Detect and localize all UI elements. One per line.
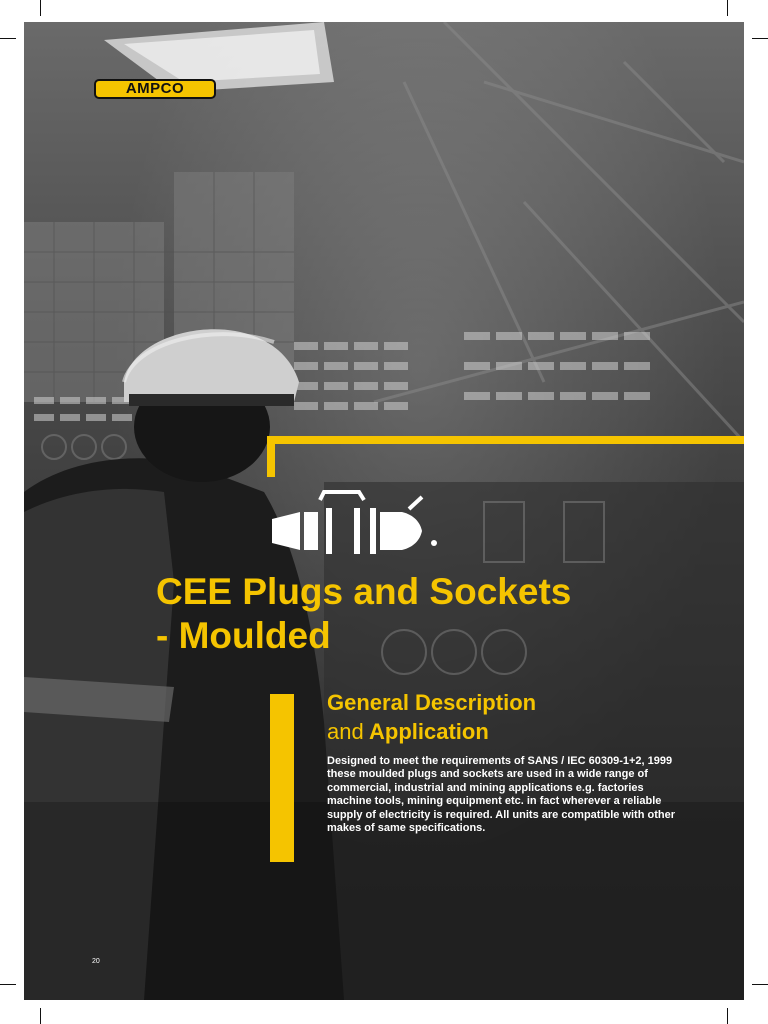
crop-mark-top-left-v <box>40 0 41 16</box>
crop-mark-bottom-left-h <box>0 984 16 985</box>
ampco-logo: AMPCO <box>94 79 216 99</box>
brochure-page <box>24 22 744 1000</box>
crop-mark-top-left-h <box>0 38 16 39</box>
heading-general-description: General Description <box>327 690 537 715</box>
heading-application: Application <box>369 719 489 744</box>
crop-mark-bottom-left-v <box>40 1008 41 1024</box>
plug-and-socket-icon <box>24 22 744 1000</box>
description-paragraph: Designed to meet the requirements of SANS / IEC 60309-1+2, 1999 these moulded plugs and sockets are used in a wide range of commercial, industrial and mining applications e.g. factories machine tools, mining equipment etc. in fact wherever a reliable supply of electricity is required. All units are compatible with other makes of same specifications. <box>327 755 675 835</box>
accent-bar <box>270 694 294 862</box>
title-line-2: - Moulded <box>156 615 331 656</box>
title-line-1: CEE Plugs and Sockets <box>156 571 572 612</box>
crop-mark-top-right-h <box>752 38 768 39</box>
page-number: 20 <box>92 958 100 965</box>
section-heading <box>327 688 657 746</box>
heading-and: and <box>327 719 364 744</box>
crop-mark-top-right-v <box>727 0 728 16</box>
crop-mark-bottom-right-h <box>752 984 768 985</box>
page-title <box>156 570 696 658</box>
crop-mark-bottom-right-v <box>727 1008 728 1024</box>
